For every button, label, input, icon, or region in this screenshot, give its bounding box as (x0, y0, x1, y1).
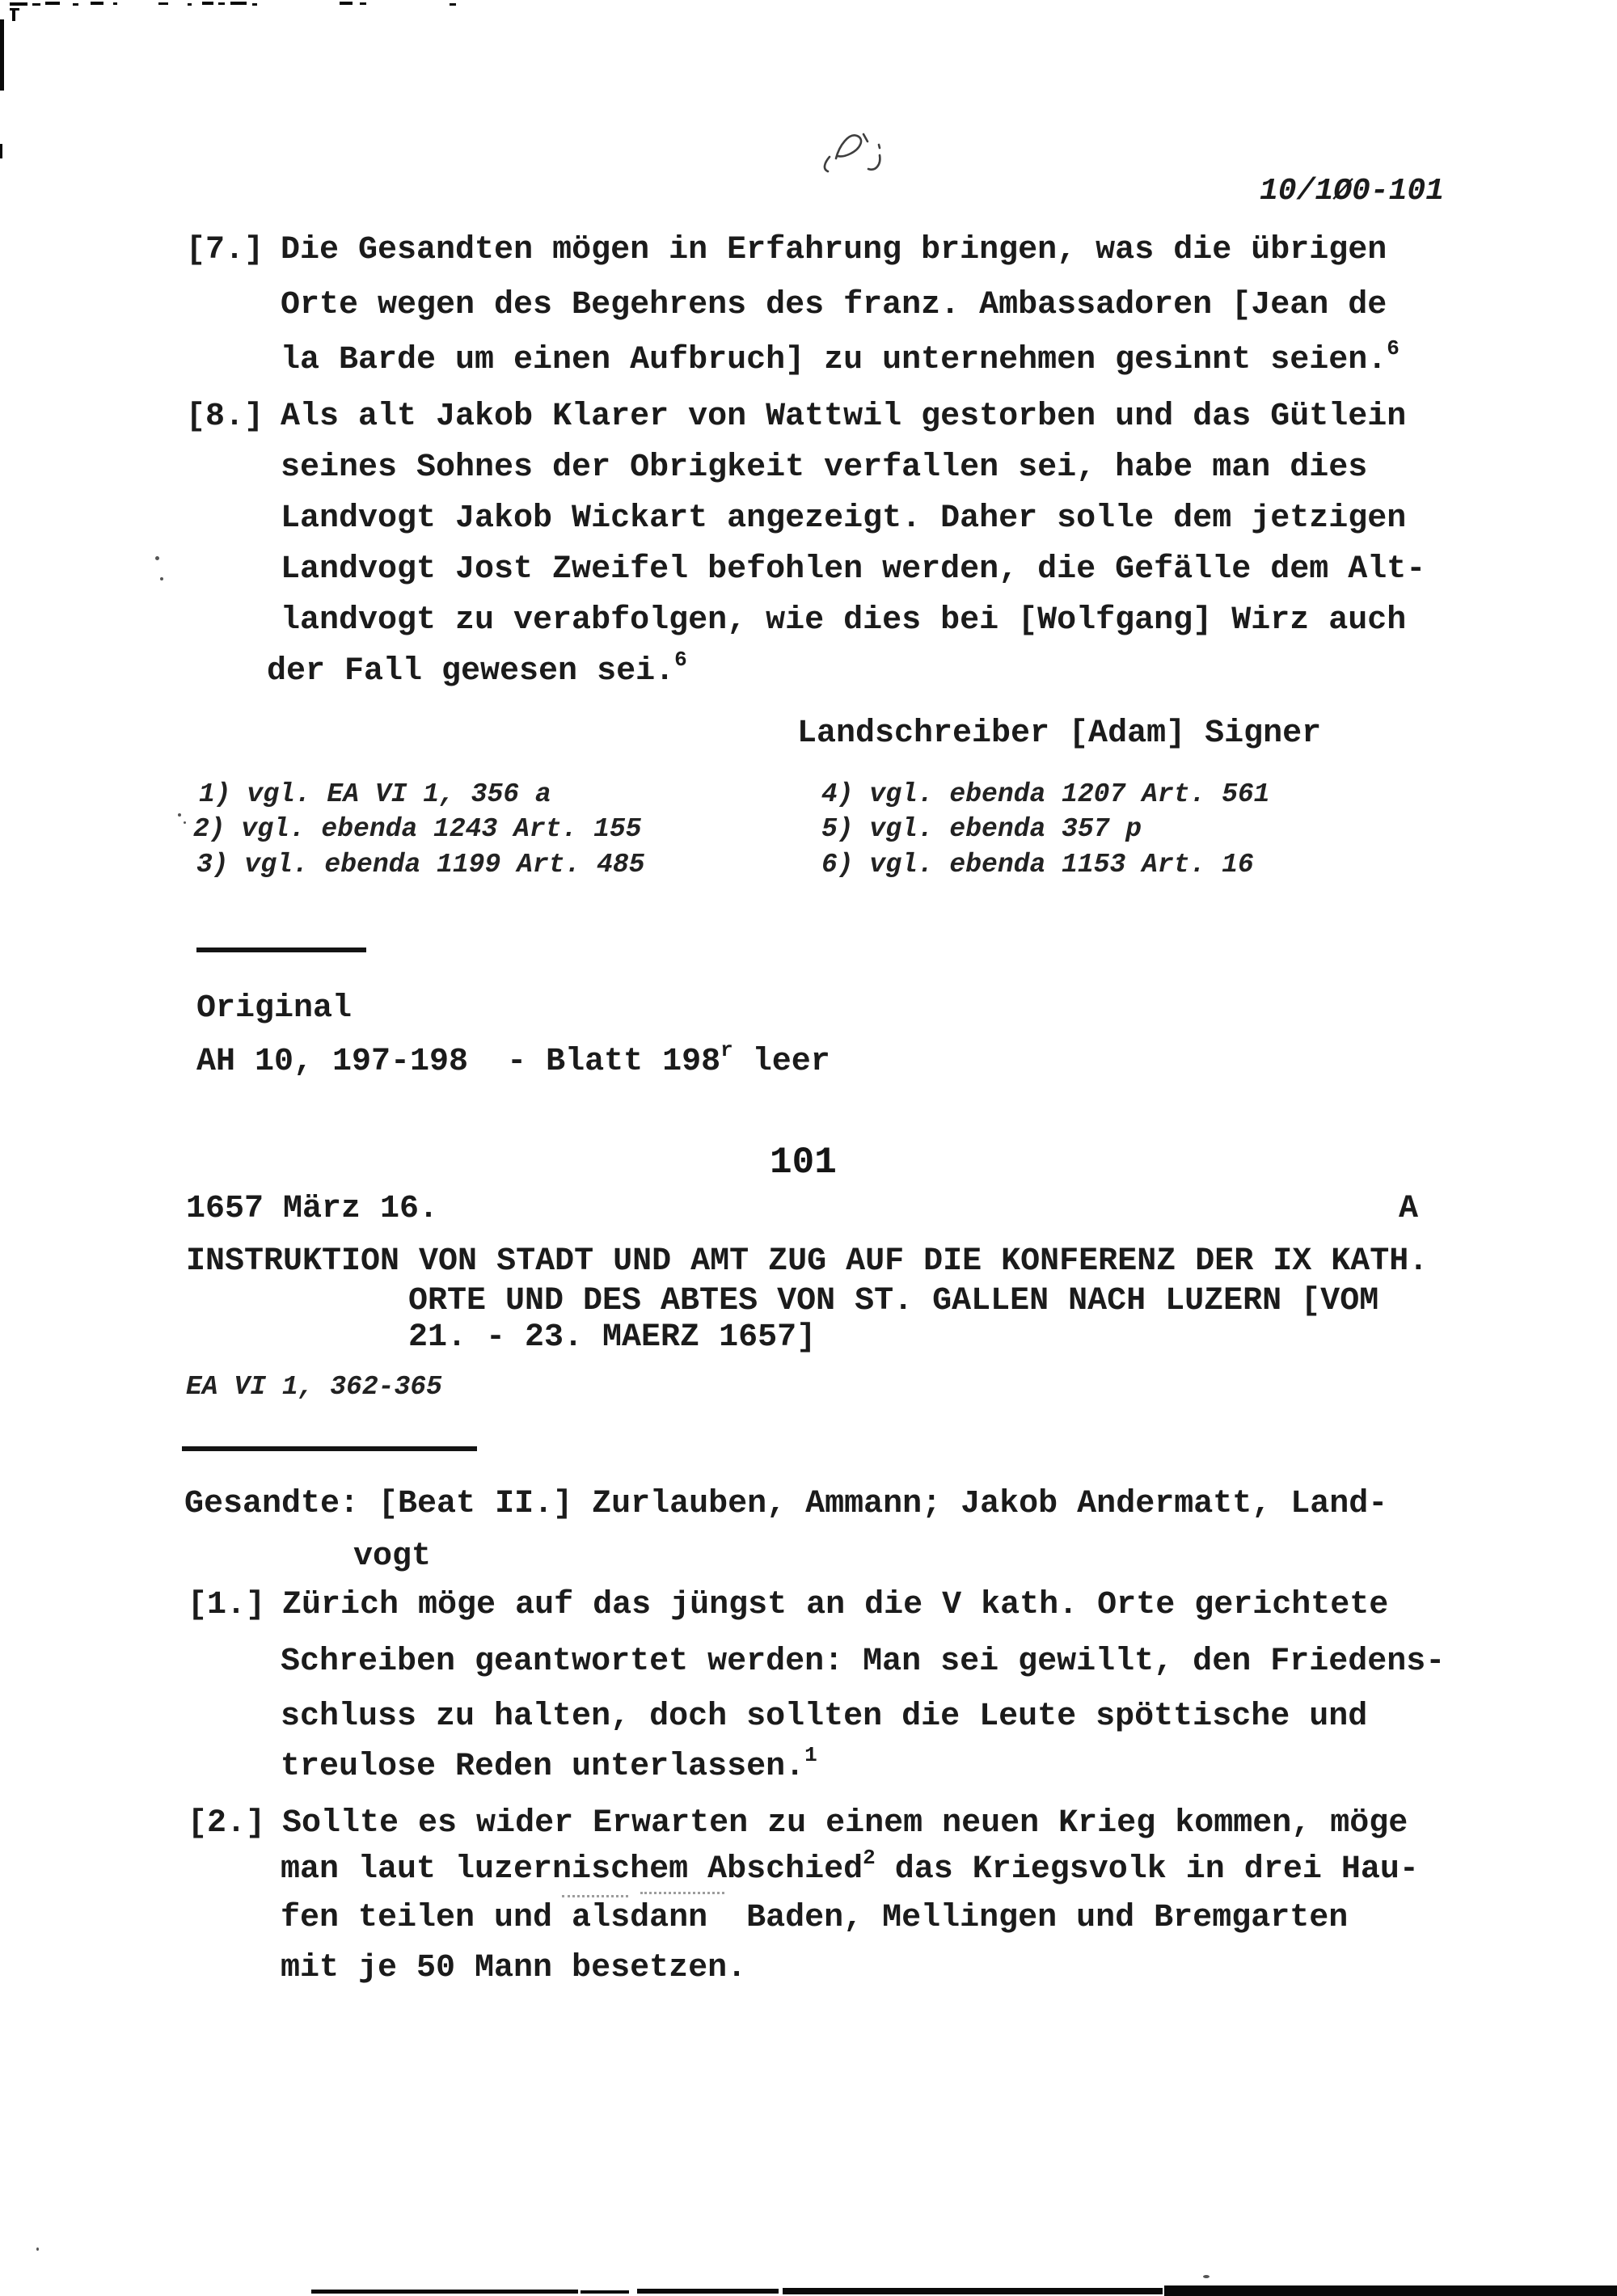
paragraph-8-line (267, 648, 687, 690)
paragraph-2-label: [2.] (188, 1805, 266, 1842)
paragraph-1-line (188, 1589, 1388, 1622)
paragraph-7-line (281, 289, 1387, 322)
paragraph-7-line (281, 336, 1400, 378)
footnote-marker: 6 (674, 648, 687, 672)
paragraph-8-line (281, 449, 1368, 486)
entry-title-line: ORTE UND DES ABTES VON ST. GALLEN NACH LUZERN [VOM (408, 1283, 1379, 1319)
paragraph-text: fen teilen und alsdann Baden, Mellingen und Bremgarten (281, 1900, 1349, 1936)
paragraph-2-line (281, 1952, 746, 1985)
footnote-6: 6) vgl. ebenda 1153 Art. 16 (821, 850, 1254, 880)
paragraph-text: schluss zu halten, doch sollten die Leute spöttische und (281, 1699, 1368, 1735)
entry-date: 1657 März 16. (186, 1191, 439, 1227)
paragraph-2-line (188, 1805, 1408, 1842)
paragraph-8-line (281, 500, 1407, 537)
paragraph-text: Schreiben geantwortet werden: Man sei gewillt, den Friedens- (281, 1644, 1446, 1680)
paragraph-text: Zürich möge auf das jüngst an die V kath. Orte gerichtete (282, 1587, 1389, 1623)
paragraph-text: Orte wegen des Begehrens des franz. Ambassadoren [Jean de (281, 287, 1387, 323)
paragraph-text: der Fall gewesen sei. (267, 653, 675, 690)
footnote-2: 2) vgl. ebenda 1243 Art. 155 (193, 814, 642, 844)
paragraph-2-line (281, 1846, 1419, 1888)
scan-speck (178, 813, 181, 817)
scan-speck (155, 556, 159, 560)
source-note-reference (196, 1038, 830, 1080)
delegates-line: Gesandte: [Beat II.] Zurlauben, Ammann; Jakob Andermatt, Land- (184, 1486, 1388, 1522)
scan-dotted-mark (562, 1895, 628, 1897)
paragraph-text: treulose Reden unterlassen. (281, 1749, 805, 1785)
paragraph-1-line (281, 1743, 817, 1785)
superscript-r: r (720, 1038, 733, 1062)
entry-reference: EA VI 1, 362-365 (186, 1372, 442, 1402)
page-number: 10/1Ø0-101 (1260, 174, 1445, 209)
signature-line: Landschreiber [Adam] Signer (797, 715, 1322, 752)
paragraph-1-label: [1.] (188, 1587, 266, 1623)
entry-number: 101 (770, 1142, 837, 1184)
entry-letter: A (1399, 1191, 1419, 1227)
source-text: leer (733, 1044, 830, 1080)
paragraph-text: mit je 50 Mann besetzen. (281, 1950, 747, 1986)
paragraph-text: Die Gesandten mögen in Erfahrung bringen, was die übrigen (281, 232, 1387, 268)
separator-rule (196, 948, 366, 952)
scan-dotted-mark (640, 1892, 724, 1894)
footnote-marker: 2 (863, 1846, 876, 1870)
paragraph-text: das Kriegsvolk in drei Hau- (875, 1851, 1419, 1888)
paragraph-text: Landvogt Jakob Wickart angezeigt. Daher solle dem jetzigen (281, 500, 1407, 537)
paragraph-2-line (281, 1902, 1348, 1935)
paragraph-8-line (281, 551, 1426, 588)
entry-title-line: 21. - 23. MAERZ 1657] (408, 1319, 817, 1356)
separator-rule (182, 1446, 477, 1451)
footnote-marker: 6 (1387, 336, 1400, 361)
delegates-line: vogt (353, 1538, 432, 1575)
paragraph-text: Sollte es wider Erwarten zu einem neuen Krieg kommen, möge (282, 1805, 1408, 1842)
paragraph-text: Als alt Jakob Klarer von Wattwil gestorben und das Gütlein (281, 399, 1407, 435)
paragraph-8-line (186, 401, 1406, 433)
source-note-original: Original (196, 990, 353, 1027)
footnote-5: 5) vgl. ebenda 357 p (821, 814, 1142, 844)
paragraph-text: la Barde um einen Aufbruch] zu unternehmen gesinnt seien. (281, 342, 1387, 378)
paragraph-8-label: [8.] (186, 399, 264, 435)
paragraph-1-line (281, 1701, 1367, 1733)
footnote-4: 4) vgl. ebenda 1207 Art. 561 (821, 779, 1270, 809)
scan-speck (184, 821, 186, 824)
paragraph-1-line (281, 1646, 1445, 1678)
handwritten-scribble (818, 121, 899, 178)
footnote-3: 3) vgl. ebenda 1199 Art. 485 (196, 850, 645, 880)
paragraph-text: Landvogt Jost Zweifel befohlen werden, die Gefälle dem Alt- (281, 551, 1426, 588)
paragraph-8-line (281, 602, 1407, 639)
footnote-1: 1) vgl. EA VI 1, 356 a (199, 779, 551, 809)
paragraph-7-label: [7.] (186, 232, 264, 268)
paragraph-7-line (186, 234, 1387, 267)
footnote-marker: 1 (804, 1743, 817, 1767)
paragraph-text: man laut luzernischem Abschied (281, 1851, 863, 1888)
entry-title-line: INSTRUKTION VON STADT UND AMT ZUG AUF DIE KONFERENZ DER IX KATH. (186, 1243, 1429, 1280)
source-text: AH 10, 197-198 - Blatt 198 (196, 1044, 721, 1080)
paragraph-text: seines Sohnes der Obrigkeit verfallen sei, habe man dies (281, 449, 1368, 486)
scan-speck (160, 577, 163, 580)
paragraph-text: landvogt zu verabfolgen, wie dies bei [Wolfgang] Wirz auch (281, 602, 1407, 639)
